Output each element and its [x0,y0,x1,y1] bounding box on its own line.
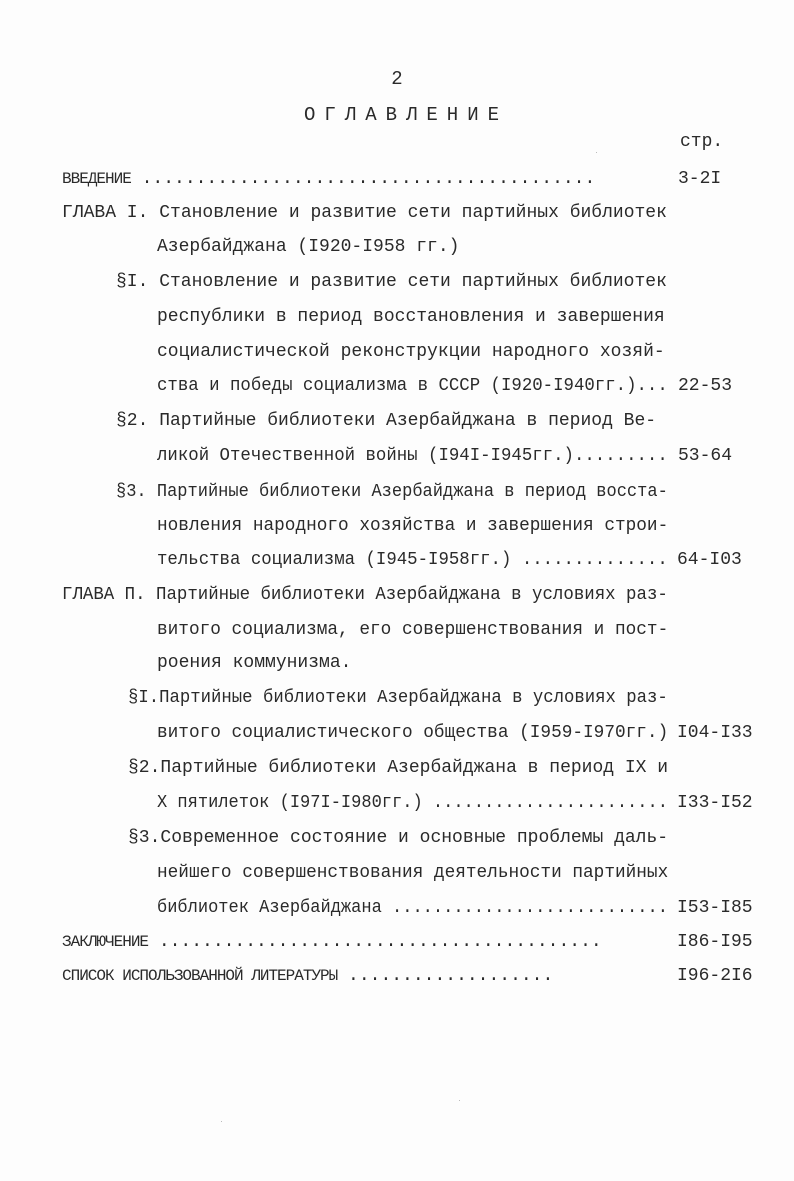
toc-line-text: социалистической реконструкции народного хозяй- [157,342,665,362]
toc-line-text: роения коммунизма. [157,653,352,673]
toc-line-prefix: §2. [116,411,149,431]
toc-line-text: Азербайджана (I920-I958 гг.) [157,237,460,257]
toc-line-text: нейшего совершенствования деятельности партийных [157,863,669,883]
toc-line [128,687,668,709]
toc-line-text: Партийные библиотеки Азербайджана в период IX и [160,758,669,778]
toc-line-prefix: §I. [116,272,149,292]
toc-page-range: I86-I95 [677,932,753,952]
toc-line [157,722,668,744]
toc-line [116,481,668,503]
toc-line-text: Партийные библиотеки Азербайджана в условиях раз- [145,585,668,605]
toc-line [157,375,668,397]
toc-line [62,584,668,606]
toc-line-prefix: ГЛАВА П. [62,585,146,605]
toc-line-text: Партийные библиотеки Азербайджана в период восста- [146,482,668,502]
toc-line-prefix: §I. [128,688,160,708]
toc-line-text: витого социализма, его совершенствования и пост- [157,620,669,640]
pages-column-header: стр. [680,132,724,152]
page-number: 2 [391,68,403,90]
toc-line [62,168,595,190]
toc-line-prefix: §3. [116,482,147,502]
toc-line [157,515,668,537]
toc-line-text: новления народного хозяйства и завершения строи- [157,516,669,536]
toc-line-text: Становление и развитие сети партийных библиотек [148,272,667,292]
toc-line-text: республики в период восстановления и завершения [157,307,665,327]
toc-line-text: .......................................... [130,169,596,189]
toc-line [157,341,665,363]
toc-line-text: ликой Отечественной войны (I94I-I945гг.)......... [157,446,668,466]
toc-line [128,757,668,779]
toc-line-text: Партийные библиотеки Азербайджана в условиях раз- [159,688,668,708]
toc-line [157,306,665,328]
toc-line-text: X пятилеток (I97I-I980гг.) ....................... [157,793,668,813]
toc-line [157,549,668,571]
toc-line-prefix: СПИСОК ИСПОЛЬЗОВАННОЙ ЛИТЕРАТУРЫ [62,967,338,985]
toc-line [62,965,553,987]
toc-line-prefix: ВВЕДЕНИЕ [62,170,131,188]
page-title: ОГЛАВЛЕНИЕ [303,104,509,126]
toc-line [116,271,667,293]
toc-page-range: I33-I52 [677,793,753,813]
toc-page-range: 64-I03 [677,550,742,570]
toc-page-range: 22-53 [678,376,733,396]
toc-page-range: I04-I33 [677,723,753,743]
toc-line [157,792,668,814]
toc-line-text: ......................................... [148,932,602,952]
toc-page-range: I96-2I6 [677,966,753,986]
toc-line-text: витого социалистического общества (I959-I970гг.) [157,723,669,743]
toc-line [157,619,668,641]
toc-line-text: тельства социализма (I945-I958гг.) .............. [157,550,668,570]
toc-line-text: Современное состояние и основные проблемы даль- [160,828,669,848]
toc-line [157,445,668,467]
toc-page-range: 53-64 [678,446,733,466]
toc-line-prefix: ГЛАВА I. [62,203,149,223]
toc-line [157,897,668,919]
toc-line-text: Становление и развитие сети партийных библиотек [148,203,667,223]
toc-line [62,931,602,953]
toc-page-range: I53-I85 [677,898,753,918]
toc-line-text: ства и победы социализма в СССР (I920-I940гг.)... [157,376,668,396]
toc-line-text: Партийные библиотеки Азербайджана в период Ве- [148,411,657,431]
toc-line-prefix: §2. [128,758,161,778]
toc-line-text: ................... [337,966,554,986]
toc-page-range: 3-2I [678,169,722,189]
toc-line [128,827,668,849]
toc-line-text: библиотек Азербайджана ........................... [157,898,668,918]
toc-line [116,410,656,432]
toc-line [62,202,667,224]
toc-line [157,236,459,258]
toc-line-prefix: ЗАКЛЮЧЕНИЕ [62,933,149,951]
toc-line [157,652,351,674]
toc-line-prefix: §3. [128,828,161,848]
toc-line [157,862,668,884]
